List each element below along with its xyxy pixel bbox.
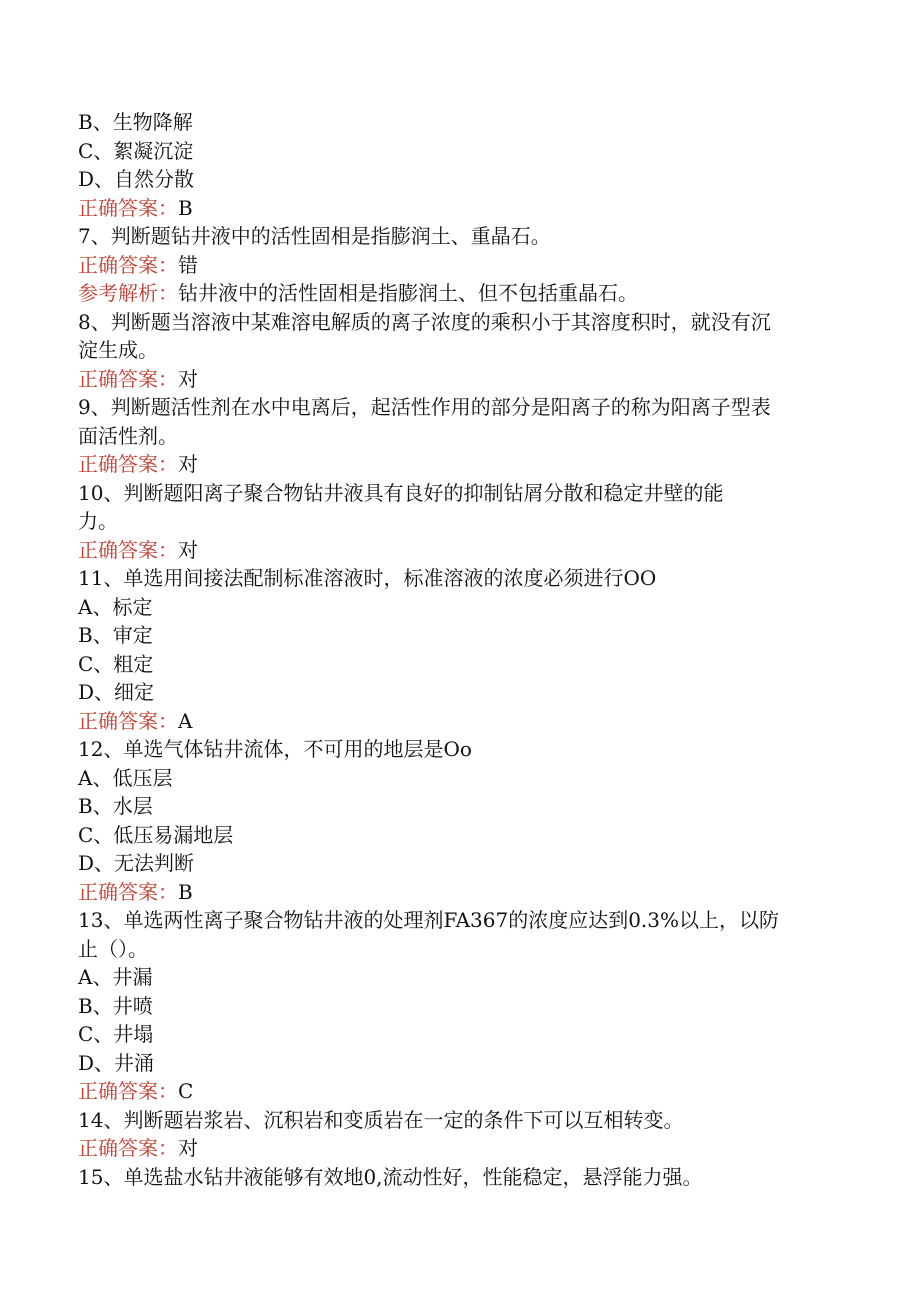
text-line: 7、判断题钻井液中的活性固相是指膨润土、重晶石。 xyxy=(78,224,551,248)
text-line: C、絮凝沉淀 xyxy=(78,138,194,163)
answer-label: 正确答案： xyxy=(78,879,178,904)
answer-value: 对 xyxy=(178,1136,198,1160)
text-line: 11、单选用间接法配制标准溶液时，标准溶液的浓度必须进行OO xyxy=(78,566,657,590)
answer-line xyxy=(78,1134,848,1163)
answer-line xyxy=(78,450,848,479)
text-line: A、低压层 xyxy=(78,765,173,790)
text-line: 13、单选两性离子聚合物钻井液的处理剂FA367的浓度应达到0.3%以上，以防 xyxy=(78,908,780,932)
text-line: A、井漏 xyxy=(78,965,153,989)
text-line: 14、判断题岩浆岩、沉积岩和变质岩在一定的条件下可以互相转变。 xyxy=(78,1107,684,1132)
answer-label: 正确答案： xyxy=(78,537,178,562)
answer-line xyxy=(78,1077,848,1106)
answer-line xyxy=(78,878,848,907)
text-line: 面活性剂。 xyxy=(78,423,178,448)
text-line: 8、判断题当溶液中某难溶电解质的离子浓度的乘积小于其溶度积时，就没有沉 xyxy=(78,309,771,334)
text-line: A、标定 xyxy=(78,594,153,619)
answer-label: 正确答案： xyxy=(78,195,178,220)
answer-value: 对 xyxy=(178,366,198,391)
text-line: 力。 xyxy=(78,509,118,533)
text-line: B、审定 xyxy=(78,623,153,647)
text-line: C、井塌 xyxy=(78,1022,154,1046)
answer-value: 钻井液中的活性固相是指膨润土、但不包括重晶石。 xyxy=(178,281,638,305)
answer-line xyxy=(78,194,848,223)
answer-value: B xyxy=(178,879,193,904)
answer-value: 对 xyxy=(178,452,198,476)
text-line: 15、单选盐水钻井液能够有效地0,流动性好，性能稳定，悬浮能力强。 xyxy=(78,1164,703,1189)
text-line: B、井喷 xyxy=(78,993,153,1018)
answer-line xyxy=(78,279,848,308)
answer-label: 正确答案： xyxy=(78,252,178,277)
document-body xyxy=(78,108,848,1191)
text-line: 止（）。 xyxy=(78,936,148,961)
answer-label: 正确答案： xyxy=(78,1079,178,1103)
answer-value: C xyxy=(178,1079,194,1103)
text-line: 12、单选气体钻井流体，不可用的地层是Oo xyxy=(78,737,472,761)
answer-value: 错 xyxy=(178,252,198,277)
answer-label: 正确答案： xyxy=(78,366,178,391)
answer-value: A xyxy=(178,708,193,733)
text-line: D、细定 xyxy=(78,680,155,704)
answer-line xyxy=(78,536,848,565)
text-line: B、水层 xyxy=(78,794,153,818)
answer-label: 正确答案： xyxy=(78,708,178,733)
text-line: 淀生成。 xyxy=(78,338,158,362)
answer-line xyxy=(78,365,848,394)
text-line: C、粗定 xyxy=(78,651,154,676)
answer-line xyxy=(78,251,848,280)
text-line: D、无法判断 xyxy=(78,851,195,875)
text-line: D、井涌 xyxy=(78,1050,155,1075)
answer-line xyxy=(78,707,848,736)
answer-label: 参考解析： xyxy=(78,281,178,305)
text-line: C、低压易漏地层 xyxy=(78,822,234,847)
text-line: B、生物降解 xyxy=(78,110,193,134)
text-line: D、自然分散 xyxy=(78,167,195,191)
text-line: 9、判断题活性剂在水中电离后，起活性作用的部分是阳离子的称为阳离子型表 xyxy=(78,395,771,419)
answer-value: 对 xyxy=(178,537,198,562)
answer-value: B xyxy=(178,195,193,220)
answer-label: 正确答案： xyxy=(78,452,178,476)
answer-label: 正确答案： xyxy=(78,1136,178,1160)
text-line: 10、判断题阳离子聚合物钻井液具有良好的抑制钻屑分散和稳定井壁的能 xyxy=(78,480,724,505)
